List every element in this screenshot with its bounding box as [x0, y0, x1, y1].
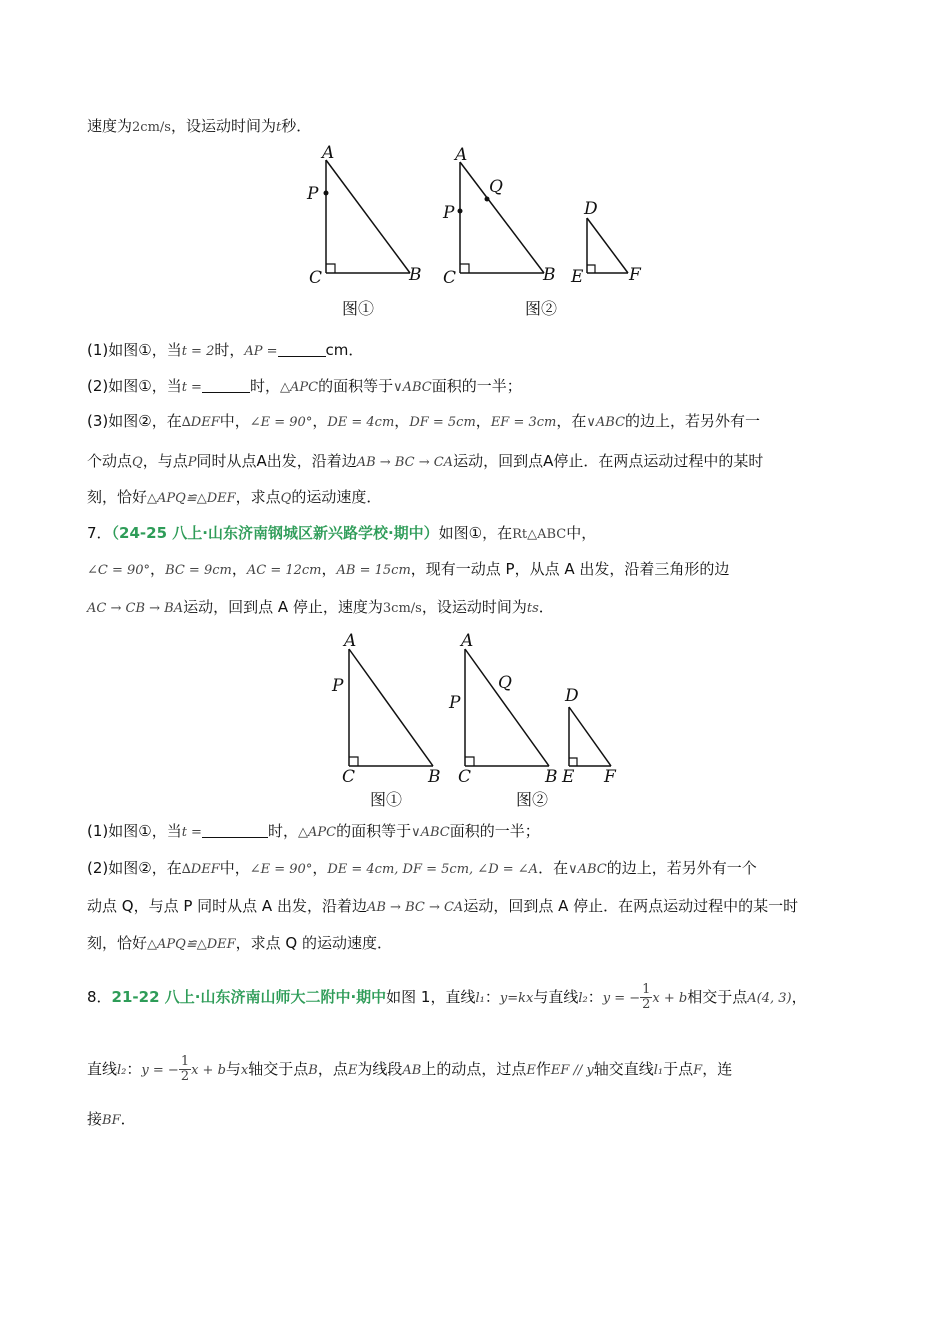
p7-fig2-label-c: C [458, 767, 472, 787]
p7-fig2-label-b: B [545, 767, 558, 787]
p7-fig1-triangle [331, 631, 441, 809]
p6-figures [290, 140, 650, 325]
p8-fraction-half-2: $\frac{1}{2}$ [180, 1054, 190, 1084]
fig1-label-a: A [322, 143, 335, 163]
p7-figures [320, 625, 630, 815]
p7-q2-line1: (2)如图②，在∆DEF中，∠E = 90°，DE = 4cm, DF = 5cm, ∠D = ∠A．在∨ABC的边上，若另外有一个 [87, 859, 757, 877]
p7-conditions: ∠C = 90°，BC = 9cm，AC = 12cm，AB = 15cm，现有一动点 P，从点 A 出发，沿着三角形的边 [87, 560, 730, 578]
fig1-label-c: C [309, 268, 323, 288]
fig2-label-p: P [443, 203, 455, 223]
p7-fig2-label-d: D [565, 686, 579, 706]
p8-source: 21-22 八上·山东济南山师大二附中·期中 [111, 988, 387, 1006]
p7-fig2-label-q: Q [498, 673, 512, 693]
fig2-label-f: F [629, 265, 641, 285]
p6-q2-blank[interactable] [202, 377, 250, 393]
p6-fig2-triangles [442, 145, 642, 318]
fig2-label-d: D [584, 199, 598, 219]
fig2-label-b: B [543, 265, 556, 285]
p6-q3-line1: (3)如图②，在∆DEF中，∠E = 90°，DE = 4cm，DF = 5cm，EF = 3cm，在∨ABC的边上，若另外有一 [87, 412, 761, 430]
fig2-label-a: A [455, 145, 468, 165]
p7-fig1-label-b: B [428, 767, 441, 787]
fig1-label-b: B [409, 265, 422, 285]
fig2-caption: 图② [525, 299, 558, 318]
p7-source: （24-25 八上·山东济南钢城区新兴路学校·期中） [111, 524, 439, 542]
p7-fig2-caption: 图② [516, 790, 549, 809]
fig2-label-e: E [571, 267, 584, 287]
fig1-label-p: P [307, 184, 319, 204]
p6-fig1-triangle [306, 143, 422, 318]
p7-q1: (1)如图①，当t = 时，△APC的面积等于∨ABC面积的一半； [87, 822, 540, 840]
p8-line3: 接BF． [87, 1110, 136, 1128]
p7-head: 7．（24-25 八上·山东济南钢城区新兴路学校·期中）如图①，在Rt△ABC中， [87, 524, 597, 542]
p7-q2-line3: 刻，恰好△APQ≌△DEF，求点 Q 的运动速度． [87, 934, 392, 952]
p6-q1-blank[interactable] [278, 341, 326, 357]
p7-fig2-label-a: A [461, 631, 474, 651]
p7-fig1-label-p: P [332, 676, 344, 696]
p8-fraction-half: $\frac{1}{2}$ [642, 982, 651, 1012]
p8-line1: 8．21-22 八上·山东济南山师大二附中·期中如图 1，直线l₁：y=kx与直线l₂：y = − $\frac{1}{2}$ x + b相交于点A(4, 3)， [87, 982, 807, 1012]
p7-path: AC → CB → BA运动，回到点 A 停止，速度为3cm/s，设运动时间为ts． [87, 598, 554, 616]
p7-q2-line2: 动点 Q，与点 P 同时从点 A 出发，沿着边AB → BC → CA运动，回到点 A 停止．在两点运动过程中的某一时 [87, 897, 799, 915]
fig1-caption: 图① [342, 299, 375, 318]
p7-fig2-label-f: F [604, 767, 616, 787]
p8-line2: 直线l₂：y = − $\frac{1}{2}$ x + b与x轴交于点B，点E为线段AB上的动点，过点E作EF // y轴交直线l₁于点F，连 [87, 1054, 733, 1084]
p7-fig2-label-e: E [562, 767, 575, 787]
p6-q1: (1)如图①，当t = 2时，AP = cm． [87, 341, 364, 359]
fig2-label-q: Q [489, 177, 503, 197]
p6-q3-line3: 刻，恰好△APQ≌△DEF，求点Q的运动速度． [87, 488, 382, 506]
p6-line-speed: 速度为2cm/s，设运动时间为t秒． [87, 117, 312, 135]
p7-fig2-triangles [448, 631, 617, 809]
p7-q1-blank[interactable] [202, 822, 268, 838]
p7-fig1-label-c: C [342, 767, 356, 787]
fig2-label-c: C [443, 268, 457, 288]
p7-fig1-caption: 图① [370, 790, 403, 809]
p6-q3-line2: 个动点Q，与点P同时从点A出发，沿着边AB → BC → CA运动，回到点A停止．在两点运动过程中的某时 [87, 452, 764, 470]
p7-fig1-label-a: A [344, 631, 357, 651]
p6-q2: (2)如图①，当t = 时，△APC的面积等于∨ABC面积的一半； [87, 377, 522, 395]
p7-fig2-label-p: P [449, 693, 461, 713]
